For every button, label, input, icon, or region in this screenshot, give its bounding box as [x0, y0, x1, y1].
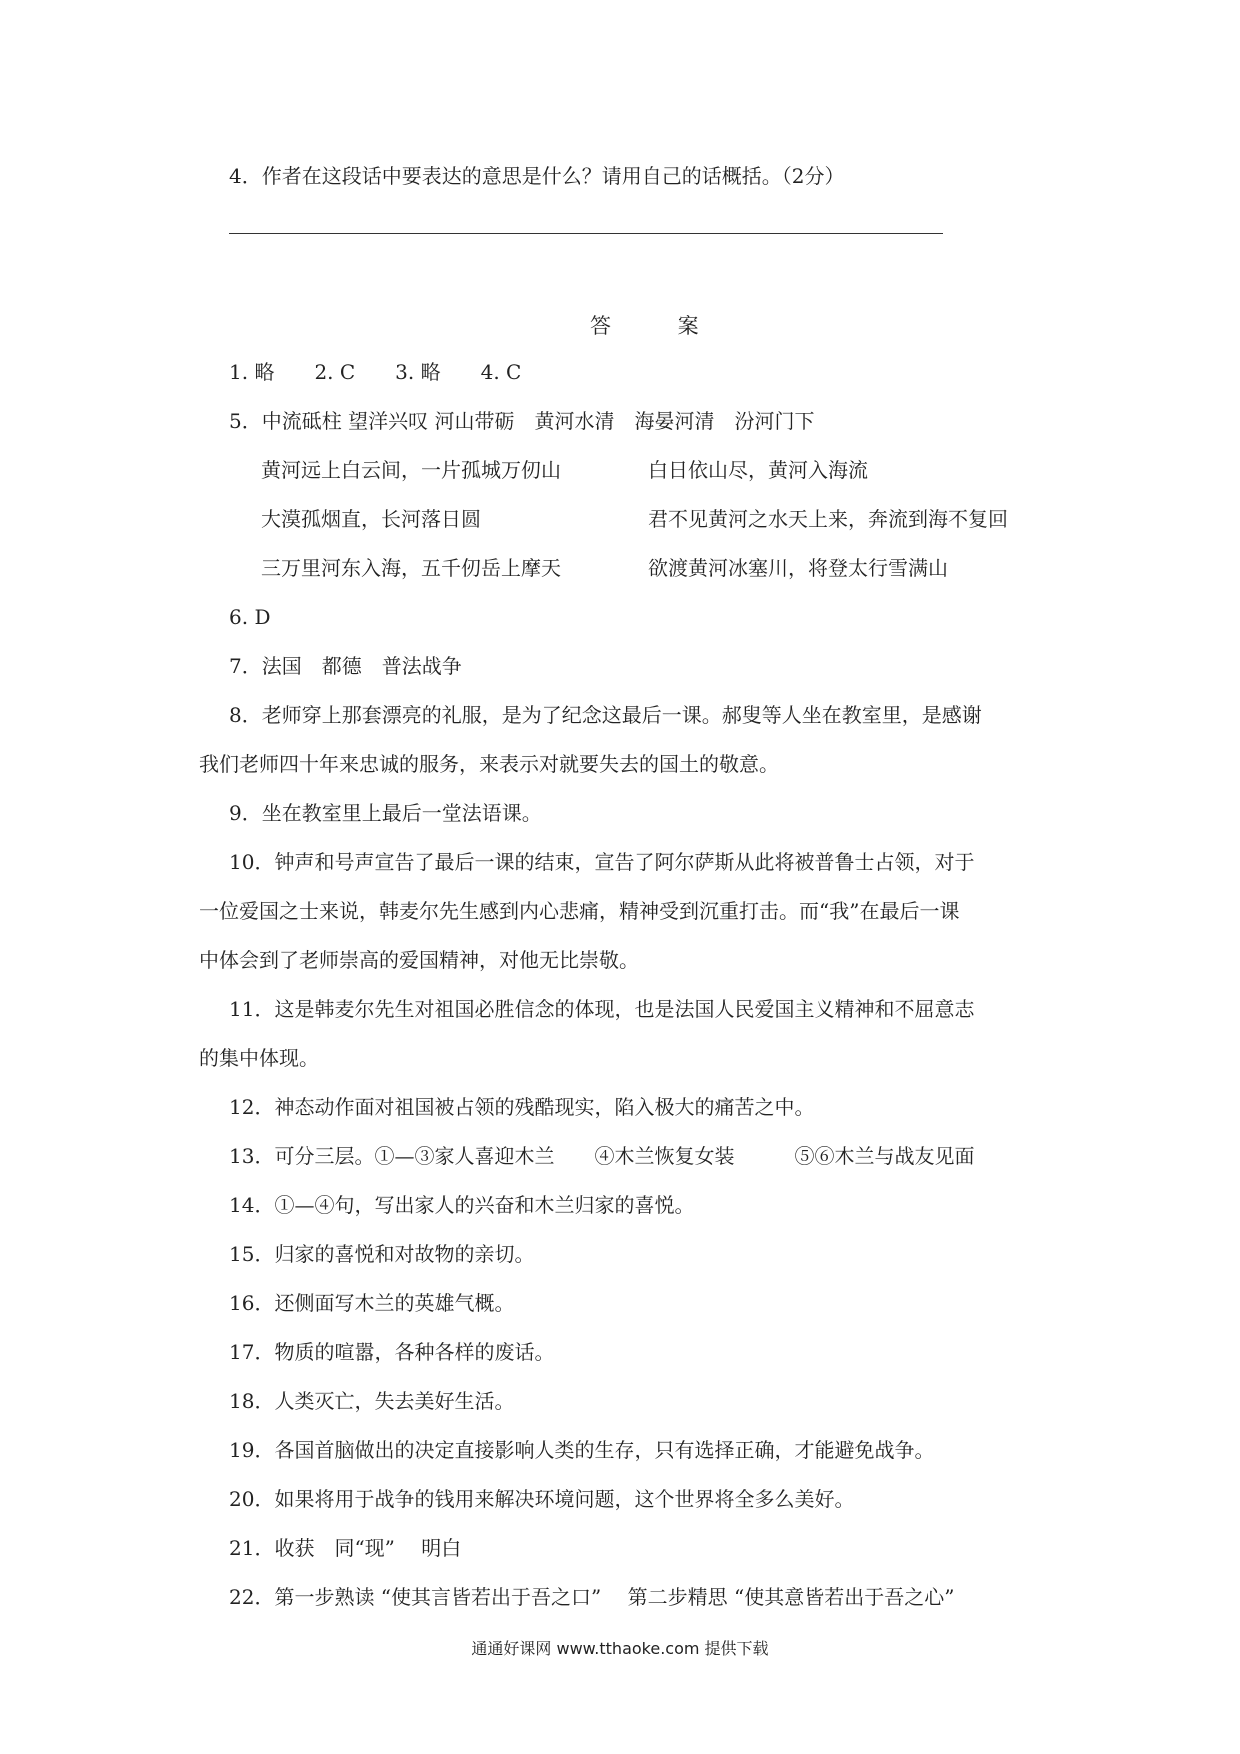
- answer-6: 6. D: [229, 605, 271, 629]
- answer-5-idioms: 5．中流砥柱 望洋兴叹 河山带砺 黄河水清 海晏河清 汾河门下: [229, 409, 815, 433]
- answer-10-line1: 10．钟声和号声宣告了最后一课的结束，宣告了阿尔萨斯从此将被普鲁士占领，对于: [229, 850, 975, 874]
- answer-8-line1: 8．老师穿上那套漂亮的礼服，是为了纪念这最后一课。郝叟等人坐在教室里，是感谢: [229, 703, 982, 727]
- answer-7: 7．法国 都德 普法战争: [229, 654, 462, 678]
- answer-16: 16．还侧面写木兰的英雄气概。: [229, 1291, 515, 1315]
- poem-line-right: 君不见黄河之水天上来，奔流到海不复回: [648, 507, 1008, 531]
- answer-13: 13．可分三层。①—③家人喜迎木兰 ④木兰恢复女装 ⑤⑥木兰与战友见面: [229, 1144, 975, 1168]
- answer-blank-line: [229, 233, 943, 234]
- answer-10-line2: 一位爱国之士来说，韩麦尔先生感到内心悲痛，精神受到沉重打击。而“我”在最后一课: [199, 899, 960, 923]
- page-footer: 通通好课网 www.tthaoke.com 提供下载: [471, 1639, 769, 1658]
- answer-21: 21．收获 同“现” 明白: [229, 1536, 462, 1560]
- question-4: 4．作者在这段话中要表达的意思是什么？请用自己的话概括。（2分）: [229, 164, 845, 188]
- answer-11-line1: 11．这是韩麦尔先生对祖国必胜信念的体现，也是法国人民爱国主义精神和不屈意志: [229, 997, 975, 1021]
- poem-line-left: 大漠孤烟直，长河落日圆: [261, 507, 481, 531]
- answer-15: 15．归家的喜悦和对故物的亲切。: [229, 1242, 535, 1266]
- answer-10-line3: 中体会到了老师崇高的爱国精神，对他无比崇敬。: [199, 948, 639, 972]
- answer-20: 20．如果将用于战争的钱用来解决环境问题，这个世界将全多么美好。: [229, 1487, 855, 1511]
- answer-1-4: 1. 略 2. C 3. 略 4. C: [229, 360, 522, 384]
- answer-11-line2: 的集中体现。: [199, 1046, 319, 1070]
- answer-14: 14．①—④句，写出家人的兴奋和木兰归家的喜悦。: [229, 1193, 695, 1217]
- answer-22: 22．第一步熟读 “使其言皆若出于吾之口” 第二步精思 “使其意皆若出于吾之心”: [229, 1585, 955, 1609]
- poem-line-left: 三万里河东入海，五千仞岳上摩天: [261, 556, 561, 580]
- answer-19: 19．各国首脑做出的决定直接影响人类的生存，只有选择正确，才能避免战争。: [229, 1438, 935, 1462]
- poem-line-right: 欲渡黄河冰塞川，将登太行雪满山: [648, 556, 948, 580]
- answer-8-line2: 我们老师四十年来忠诚的服务，来表示对就要失去的国土的敬意。: [199, 752, 779, 776]
- poem-line-right: 白日依山尽，黄河入海流: [648, 458, 868, 482]
- answer-12: 12．神态动作面对祖国被占领的残酷现实，陷入极大的痛苦之中。: [229, 1095, 815, 1119]
- answer-9: 9．坐在教室里上最后一堂法语课。: [229, 801, 542, 825]
- answer-18: 18．人类灭亡，失去美好生活。: [229, 1389, 515, 1413]
- poem-line-left: 黄河远上白云间，一片孤城万仞山: [261, 458, 561, 482]
- answer-17: 17．物质的喧嚣，各种各样的废话。: [229, 1340, 555, 1364]
- answers-title: 答 案: [590, 314, 729, 338]
